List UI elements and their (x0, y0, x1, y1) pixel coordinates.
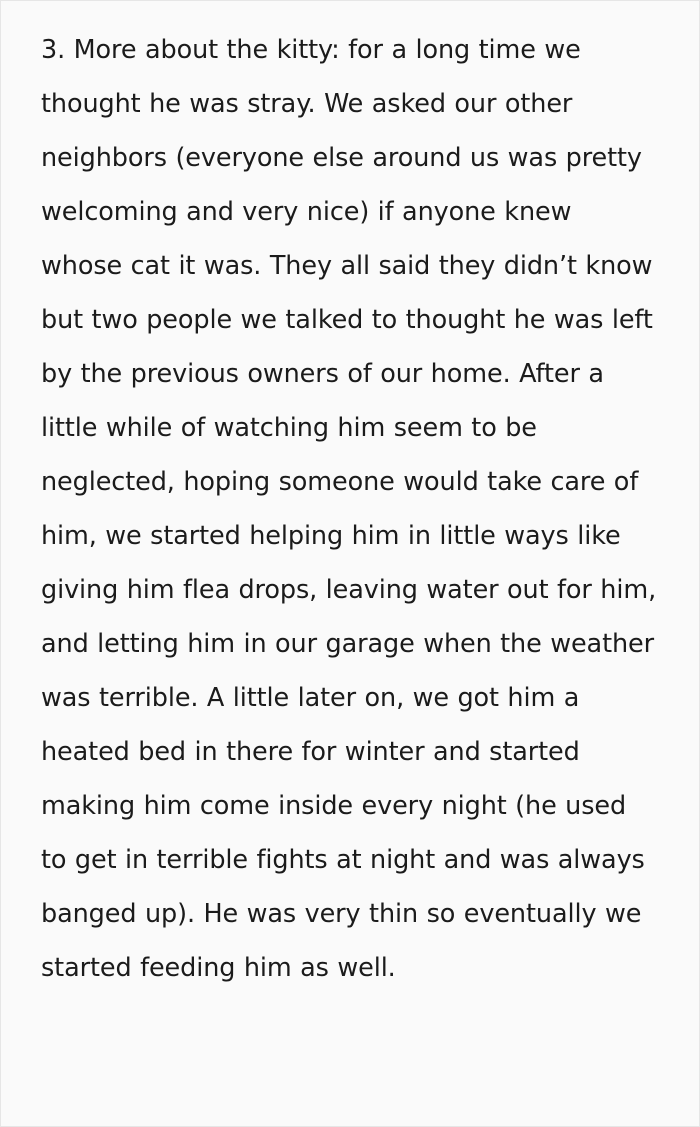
story-paragraph: 3. More about the kitty: for a long time we thought he was stray. We asked our other neighbors (everyone else around us was pretty welcoming and very nice) if anyone knew whose cat it was. They all said they didn’t know but two people we talked to thought he was left by the previous owners of our home. After a little while of watching him seem to be neglected, hoping someone would take care of him, we started helping him in little ways like giving him flea drops, leaving water out for him, and letting him in our garage when the weather was terrible. A little later on, we got him a heated bed in there for winter and started making him come inside every night (he used to get in terrible fights at night and was always banged up). He was very thin so eventually we started feeding him as well. (41, 35, 665, 983)
